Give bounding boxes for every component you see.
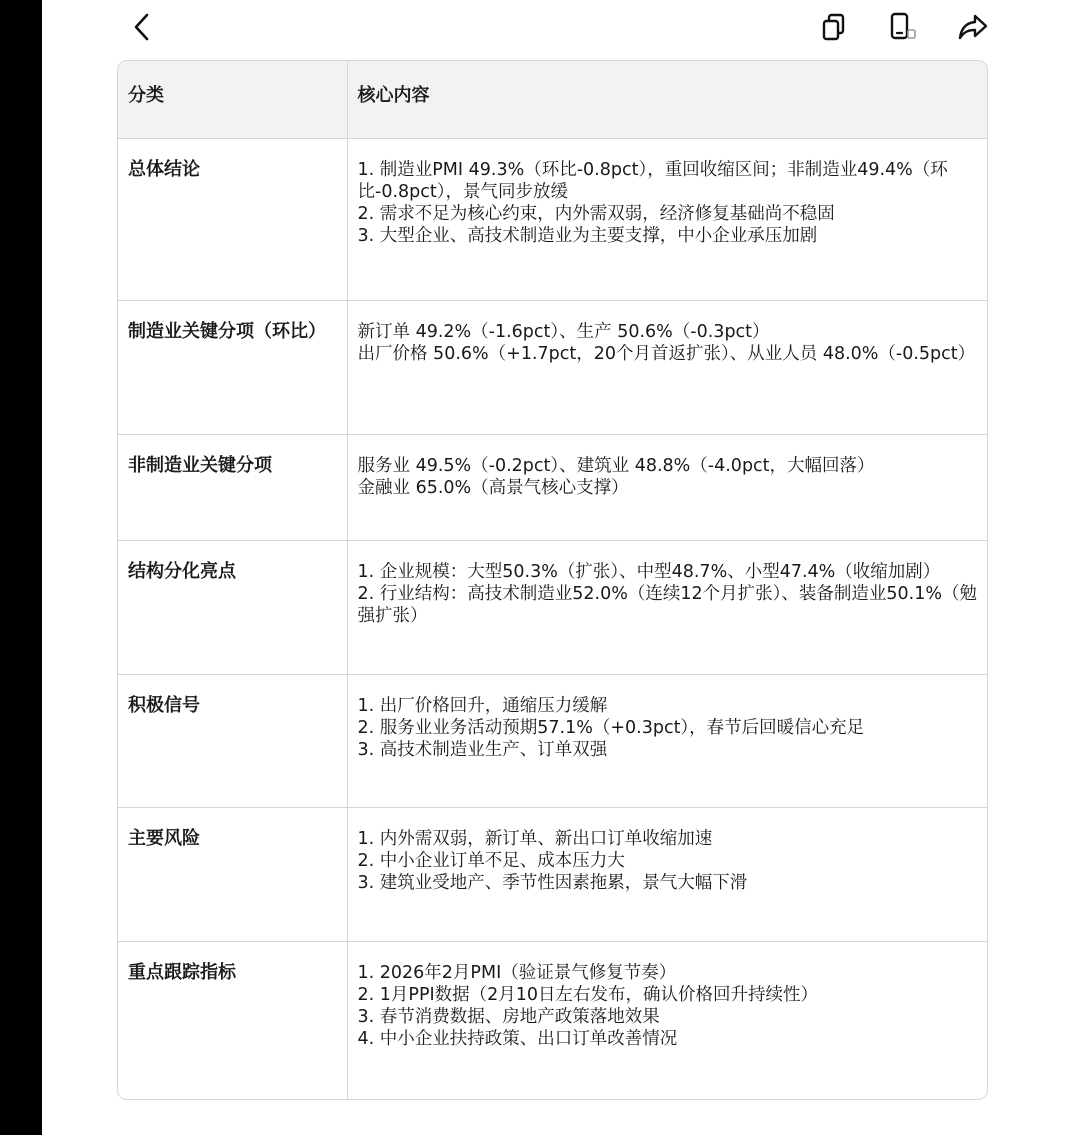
- content-line: 4. 中小企业扶持政策、出口订单改善情况: [357, 1029, 678, 1049]
- table-row: [118, 139, 988, 301]
- content-line: 3. 高技术制造业生产、订单双强: [357, 740, 608, 760]
- content-line: 金融业 65.0%（高景气核心支撑）: [357, 478, 629, 498]
- category-cell: 主要风险: [118, 808, 347, 942]
- content-line: 1. 出厂价格回升，通缩压力缓解: [357, 696, 608, 716]
- category-cell: 非制造业关键分项: [118, 435, 347, 541]
- content-line: 新订单 49.2%（-1.6pct）、生产 50.6%（-0.3pct）: [357, 322, 770, 342]
- content-line: 3. 建筑业受地产、季节性因素拖累，景气大幅下滑: [357, 873, 748, 893]
- phone-device-icon[interactable]: [885, 9, 921, 45]
- content-cell: [347, 942, 988, 1100]
- table-row: [118, 675, 988, 808]
- content-cell: [347, 808, 988, 942]
- content-cell: [347, 301, 988, 435]
- content-line: 服务业 49.5%（-0.2pct）、建筑业 48.8%（-4.0pct，大幅回落）: [357, 456, 875, 476]
- category-cell: 制造业关键分项（环比）: [118, 301, 347, 435]
- column-header-content: 核心内容: [347, 61, 988, 139]
- category-cell: 总体结论: [118, 139, 347, 301]
- left-edge-bar: [0, 0, 42, 1135]
- table-row: [118, 435, 988, 541]
- content-line: 出厂价格 50.6%（+1.7pct，20个月首返扩张）、从业人员 48.0%（-0.5pct）: [357, 344, 976, 364]
- content-cell: [347, 541, 988, 675]
- content-line: 3. 大型企业、高技术制造业为主要支撑，中小企业承压加剧: [357, 226, 818, 246]
- content-line: 2. 中小企业订单不足、成本压力大: [357, 851, 625, 871]
- summary-table: [118, 61, 988, 1100]
- category-cell: 结构分化亮点: [118, 541, 347, 675]
- table-row: [118, 808, 988, 942]
- content-line: 1. 制造业PMI 49.3%（环比-0.8pct），重回收缩区间；非制造业49.4%（环比-0.8pct），景气同步放缓: [357, 160, 948, 202]
- content-line: 1. 企业规模：大型50.3%（扩张）、中型48.7%、小型47.4%（收缩加剧）: [357, 562, 941, 582]
- content-cell: [347, 675, 988, 808]
- content-line: 2. 行业结构：高技术制造业52.0%（连续12个月扩张）、装备制造业50.1%（勉强扩张）: [357, 584, 977, 626]
- top-toolbar: [42, 0, 1080, 58]
- copy-icon[interactable]: [816, 9, 852, 45]
- content-cell: [347, 139, 988, 301]
- category-cell: 重点跟踪指标: [128, 962, 236, 983]
- share-arrow-icon[interactable]: [955, 9, 991, 45]
- content-line: 1. 2026年2月PMI（验证景气修复节奏）: [357, 963, 677, 983]
- chevron-left-icon[interactable]: [124, 9, 160, 45]
- content-line: 2. 需求不足为核心约束，内外需双弱，经济修复基础尚不稳固: [357, 204, 835, 224]
- table-row: [118, 541, 988, 675]
- category-cell: 积极信号: [118, 675, 347, 808]
- content-cell: [347, 435, 988, 541]
- content-line: 2. 1月PPI数据（2月10日左右发布，确认价格回升持续性）: [357, 985, 819, 1005]
- table-row: [118, 942, 988, 1100]
- content-line: 1. 内外需双弱，新订单、新出口订单收缩加速: [357, 829, 713, 849]
- summary-table-card: [117, 60, 988, 1100]
- table-row: [118, 301, 988, 435]
- table-header-row: [118, 61, 988, 139]
- content-line: 3. 春节消费数据、房地产政策落地效果: [357, 1007, 660, 1027]
- content-line: 2. 服务业业务活动预期57.1%（+0.3pct），春节后回暖信心充足: [357, 718, 865, 738]
- column-header-category: 分类: [118, 61, 347, 139]
